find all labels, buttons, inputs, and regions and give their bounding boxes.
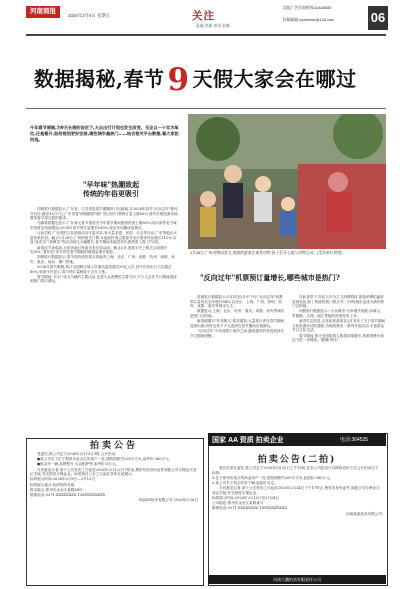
paragraph: 与此同时,广东省的文化旅游活动丰富多彩,有大量非遗、民俗、灯会等活动,广东等地区大量传承民俗。截止1月28日,广州的相关门票,本地居民周边游春节出行需求环比增长112%,以及"逛花市""看舞龙"等活动同比大幅增长,春节期间本地居民出游热度上涨了约2倍。 [30,231,177,245]
paragraph: 马蜂窝数据也显示,广东省元宵节提前至今年春节期间旅游热度上涨60%,哈尔滨等北方城市热度也持续增加,2026年春节预订量增长165%,较去年同期成倍增长。 [30,221,177,230]
auction-company-logo: 国家 AA 资质 拍卖企业 [212,437,284,444]
notice-line: 凡有意竞买者,请于公告发布之日起至2026年2月12日17时前,携带有效身份证件到我公司办理竞买登记手续,并交纳竞买保证金。标的物自公告之日起在其所在地展示。 [30,467,197,477]
notice-line: 报名地点:郑州市金水区某路88号 [30,487,83,492]
notice-line: 受有关单位委托,我公司定于2026年2月25日上午10时,在本公司拍卖厅以网络竞价方式公开拍卖以下标的: [212,466,379,475]
newspaper-logo: 河南商报 [26,6,60,18]
paragraph: 春节期间,"出行"成为当地的主要活动,也是大众消费的主要方向,不少人会在节日期间选择到热门景区游玩。 [30,274,177,284]
article-column-1 [30,207,180,285]
contact-email: 投稿邮箱:xyxbnews@126.com [283,18,335,22]
notice-line: ●机动车一辆,品牌型号:大众帕萨特,参考价:5万元。 [37,462,120,467]
paragraph: 2026年春节假期,预计全国跨区域人员流动量将超过95亿人次,其中自驾出行占比超过80%,旅游平台显示,春节预订量相较于去年上涨。 [30,265,172,274]
notice-line: 2.某公司名下机动车若干辆,起拍价另定。 [212,480,278,485]
notice-signature: 河南某某拍卖有限公司 [346,511,382,516]
photo-caption: 1月28日,广州动物园景点,春游的游客在观赏动物,孩子们开心地与动物互动。(受访单位供图) [190,251,343,255]
subheading-b: "反向过年"机票预订量增长,哪些城市是热门? [200,273,340,282]
notice-line: 受委托,我公司定于2026年2月13日9时,公开拍卖: [37,452,117,456]
paragraph: "反向过年"不再局限于城市之间,越来越多的家庭选择在节日期间团聚。 [190,328,285,338]
headline-number: 9 [167,62,190,98]
headline-part1: 数据揭秘,春节 [34,67,165,91]
notice-signature: 河南XX拍卖有限公司 2026年2月6日 [138,498,198,503]
auction-footer: 河南大潮拍卖有限责任公司 [208,575,386,584]
lead-text: 今年春节假期,为9天长假的设定下,大众出行计划也发生改变。无论以一十年为单位,还是看开,如何规划更好安排,哪些城市最热门……结合相关平台数据,看大家如何选。 [30,125,179,143]
photo-illustration [188,114,386,249]
paragraph: 春节期间,预计全国旅游人数将持续增长,旅游消费市场活力进一步释放。(据新华社) [292,333,384,343]
subheading-a-line2: 传统的年俗更吸引 [83,189,139,198]
auction-notice-title-1: 拍卖公告 [89,441,138,451]
notice-line: 标的展示地点:标的物所在地 [30,482,75,487]
notice-line: 标的展示时间:2026年2月8日—2月12日 [30,477,95,482]
paragraph: 同程旅行数据显示,春节国内高热度目的地有上海、北京、广州、成都、杭州、深圳、西安、重庆、南京、厦门等地。 [30,255,175,264]
notice-line: 联系电话:0371-XXXXXXXX 189XXXXXXXX [212,506,287,511]
notice-line: 标的展示时间:2026年2月10日至2月24日 [212,495,280,500]
editor-line: 责编:李雅 审读:张楠 [196,24,230,28]
paragraph: 值得关注的是,文化和旅游部在2月发布了关于春节期间文化旅游活动的通知,各地将推出一系列年俗活动,丰富群众节日文化生活。 [292,319,386,333]
auction-notice-body-1 [30,452,198,503]
paragraph: 新春佳节来临前,全国多地已准备各类年俗活动。截止2月,旅游平台上相关活动增长120%,"看年俗"类年货在春节期间的搜索量增长明显。 [30,245,168,255]
article-column-2 [190,295,285,339]
issue-date: 2026年2月6日 星期五 [68,13,111,18]
paragraph: 同程旅行数据显示,广东省、江苏省是春节假期热门出游地,自2026年春节"反向过年"系列开启后,截至1月27日,广东省春节假期国内热门景点的门票预订量上涨65%,省内开展旅游市场,增加春节周边游的需求。 [30,207,179,221]
auction-phone: 电话:364535 [340,437,369,443]
paragraph: 同程旅行数据显示,"小众城市"订单增长明显,如黄山、景德镇、大理、丽江等地的热度均有上升。 [292,309,384,318]
section-title: 关注 [192,10,215,22]
auction-notice-title-2: 拍卖公告(二拍) [257,455,337,465]
notice-line: ●某公司名下位于郑州市金水区的房产一处,建筑面积约120平方米,参考价:260万元。 [37,457,173,462]
page-number: 06 [368,6,388,30]
paragraph: 美团旅行数据显示,1月初至2月中下旬,"反向过年"机票预订量同比去年增长84%,以北京、上海、广州、深圳、杭州、成都、重庆等城市为主。 [190,295,283,309]
subheading-a [56,180,166,198]
notice-line: 1.位于郑州市某区的商业房产一处,建筑面积约200平方米,起拍价:380万元; [212,475,331,480]
notice-line: 凡有意竞买者,请于公告发布之日起至2026年2月24日下午17时止,携有效身份证件,到我公司办理竞买登记手续,并交纳竞买保证金。 [212,486,380,495]
paragraph: 新春假期对"年货购买"需求增加,大量旅行者在春节期间选择出游,同时也有不少人选择在春节期间出境游玩。 [190,319,285,328]
hotline: 读报广告咨询热线:62626655 [283,6,332,10]
paragraph: 数据显示,上海、北京、杭州、重庆、成都、西安等城市是热门目的地。 [190,309,285,318]
headline-rule [26,108,386,109]
headline-part2: 天假大家会在哪过 [192,67,357,91]
auction-notice-body-2 [212,466,382,517]
subheading-a-line1: "早年味"热潮致起 [82,180,140,189]
lead-paragraph [30,125,182,144]
paragraph: 在此背景下,年轻人作为主力消费群体,旅游消费的偏好显著变化,除了传统的热门景点外,三四线城市也成为新的热门目的地。 [292,295,385,309]
headline [34,58,384,98]
news-photo [188,114,386,249]
notice-line: 联系电话:0371-XXXXXXXX 138XXXXXXXX [30,492,105,497]
article-column-3 [292,295,387,343]
header-rule [26,34,386,36]
notice-line: 公司地址:郑州市金水区某路某号 [212,501,264,506]
